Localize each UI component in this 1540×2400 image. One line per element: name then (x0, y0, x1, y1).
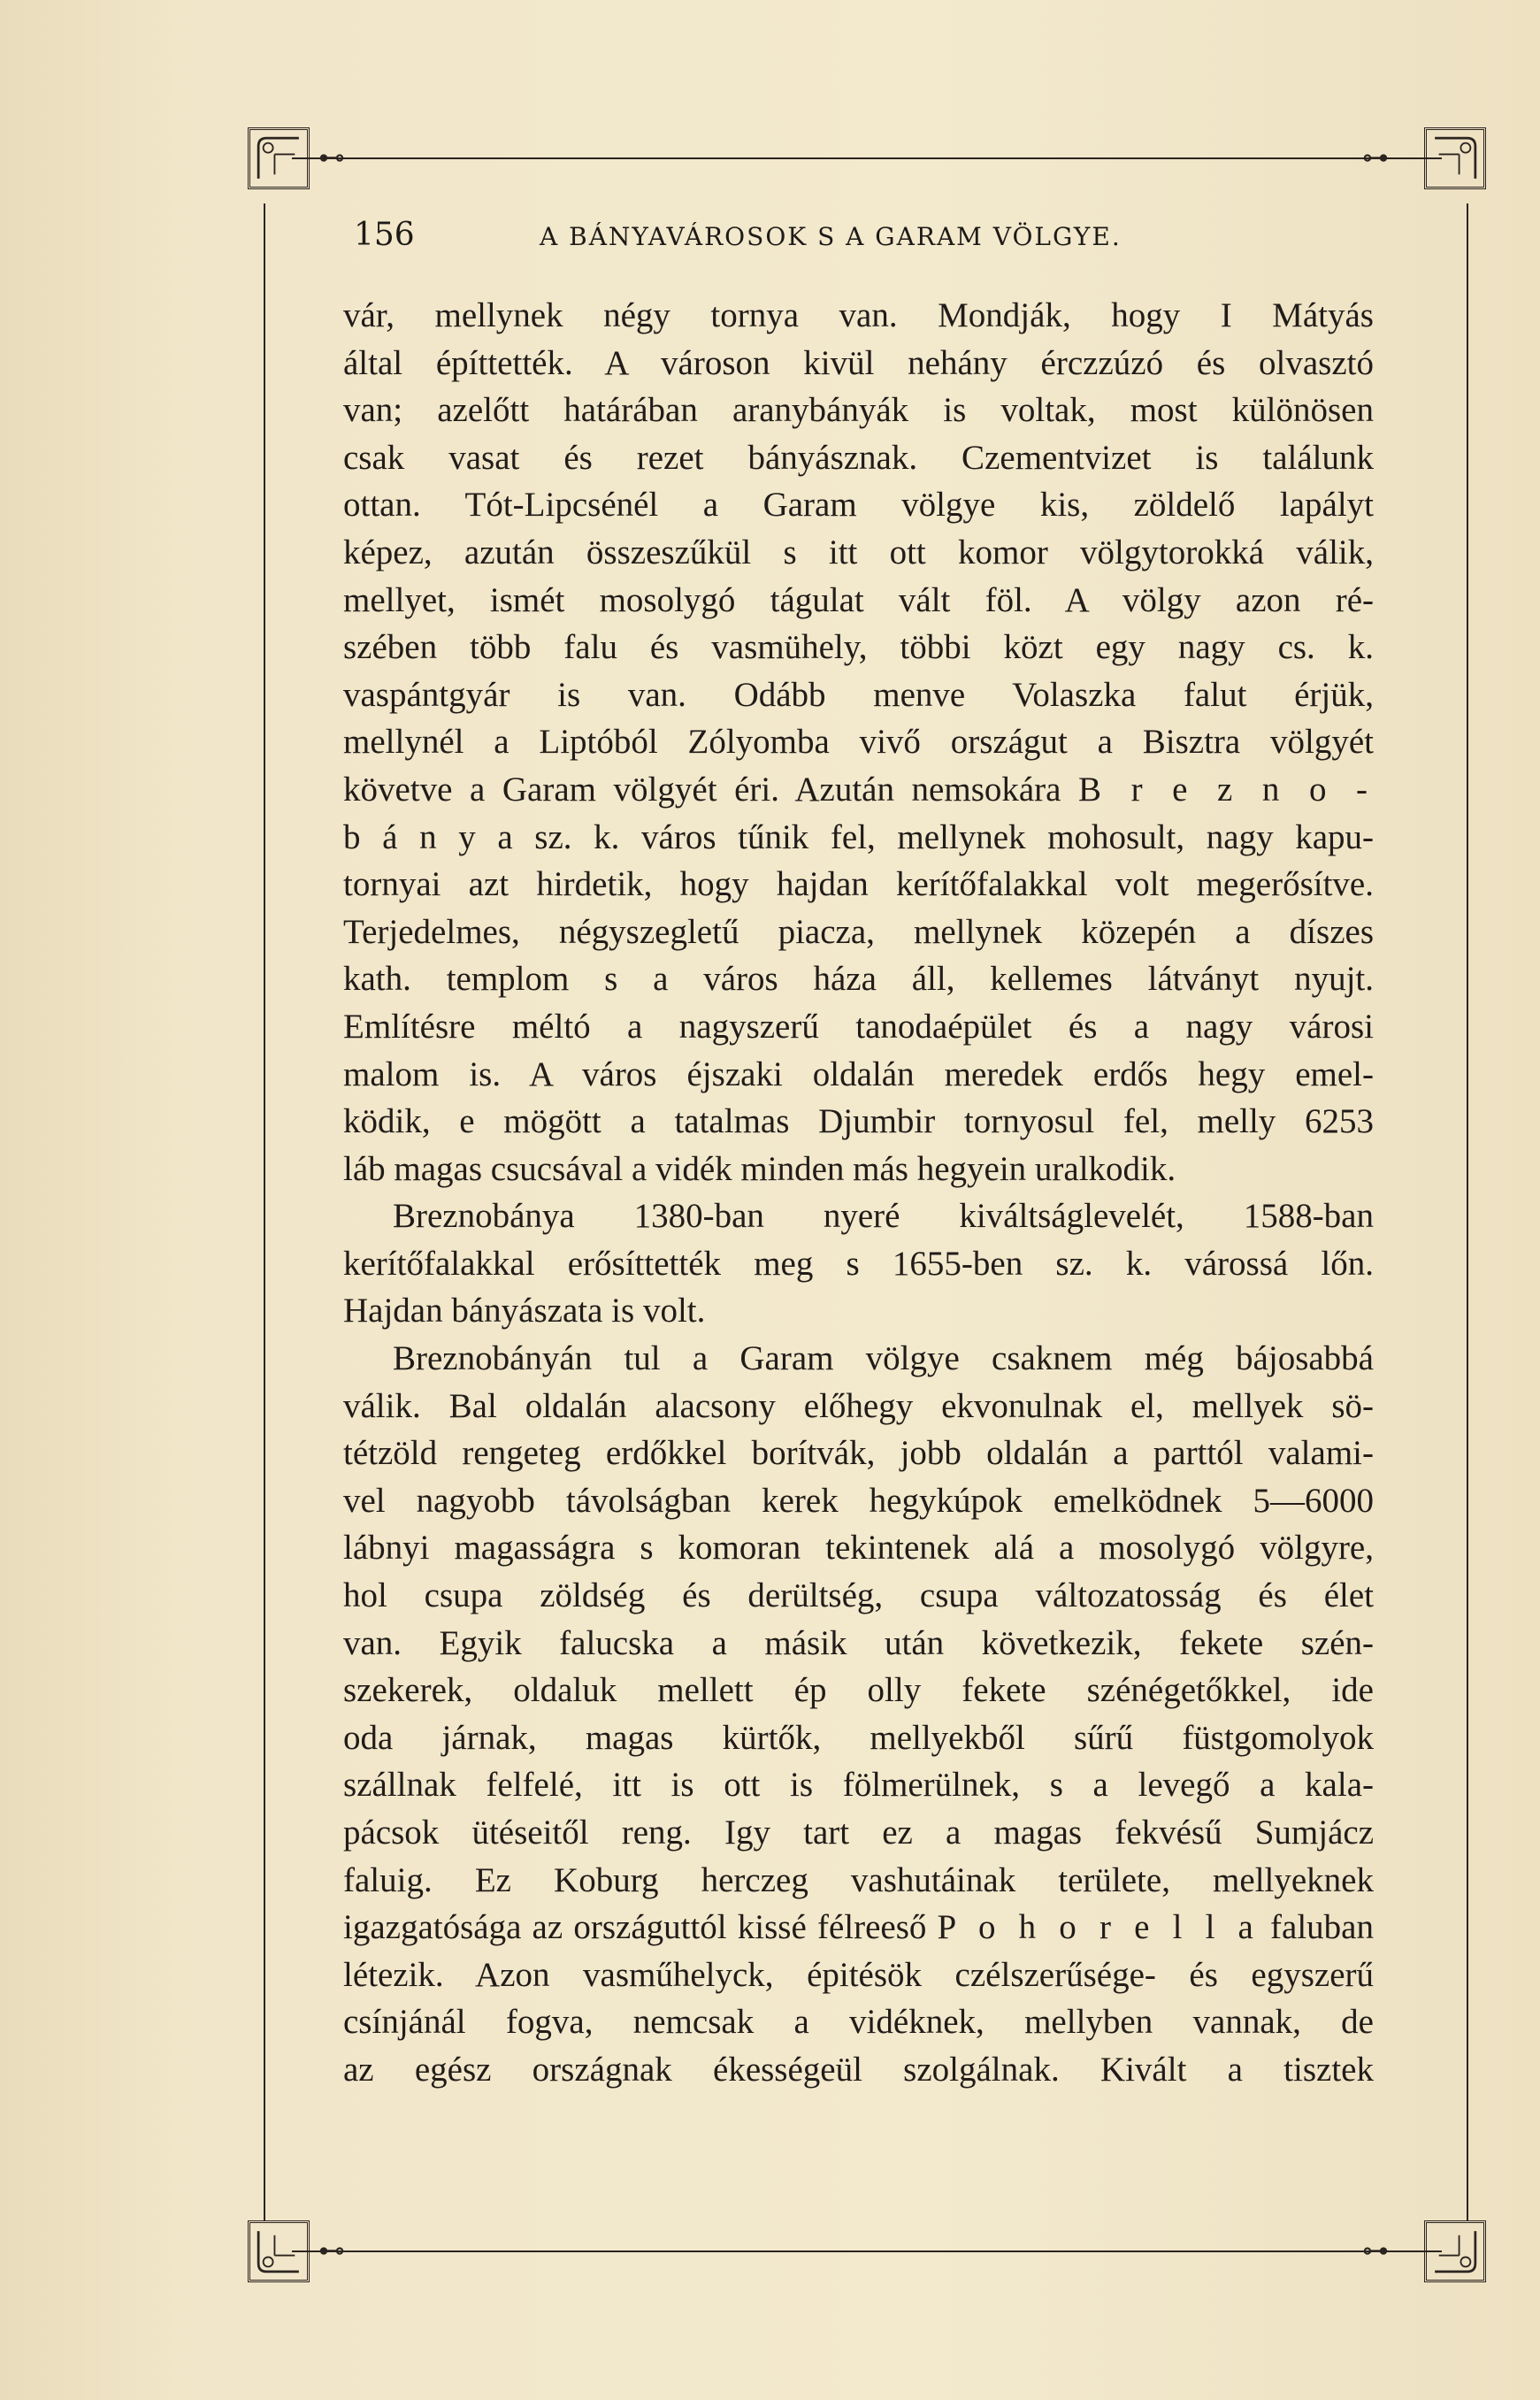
text-line: szében több falu és vasmühely, többi közt egy nagy cs. k. (343, 628, 1374, 667)
text-line: válik. Bal oldalán alacsony előhegy ekvonulnak el, mellyek sö- (343, 1386, 1374, 1425)
text-line: létezik. Azon vasműhelyck, épitésök czélszerűsége- és egyszerű (343, 1955, 1374, 1994)
bottom-right-corner-ornament (1424, 2220, 1486, 2282)
text-line: tétzöld rengeteg erdőkkel borítvák, jobb oldalán a parttól valami- (343, 1434, 1374, 1473)
text-line: által építtették. A városon kivül nehány érczzúzó és olvasztó (343, 343, 1374, 382)
text-line: Breznobányán tul a Garam völgye csaknem még bájosabbá (393, 1339, 1374, 1378)
text-line: pácsok ütéseitől reng. Igy tart ez a magas fekvésű Sumjácz (343, 1813, 1374, 1852)
page-number: 156 (354, 217, 415, 253)
text-line: szállnak felfelé, itt is ott is fölmerülnek, s a levegő a kala- (343, 1766, 1374, 1805)
text-line: malom is. A város éjszaki oldalán meredek erdős hegy emel- (343, 1054, 1374, 1093)
text-line: az egész országnak ékességeül szolgálnak. Kivált a tisztek (343, 2050, 1374, 2089)
body-text (343, 292, 1374, 2094)
text-line: Említésre méltó a nagyszerű tanodaépület és a nagy városi (343, 1007, 1374, 1046)
text-line: kerítőfalakkal erősíttették meg s 1655-ben sz. k. várossá lőn. (343, 1244, 1374, 1283)
paragraph-2 (343, 1192, 1374, 1335)
top-right-corner-ornament (1424, 127, 1486, 189)
running-head: A BÁNYAVÁROSOK S A GARAM VÖLGYE. (540, 222, 1122, 251)
top-left-corner-ornament (248, 127, 310, 189)
text-line: oda járnak, magas kürtők, mellyekből sűrű füstgomolyok (343, 1718, 1374, 1757)
text-line (343, 766, 1374, 814)
text-line: szekerek, oldaluk mellett ép olly fekete szénégetőkkel, ide (343, 1671, 1374, 1710)
bottom-left-flourish-icon: ⊷ (318, 2235, 345, 2266)
text-line: kath. templom s a város háza áll, kellemes látványt nyujt. (343, 960, 1374, 999)
text-line: mellyet, ismét mosolygó tágulat vált föl. A völgy azon ré- (343, 580, 1374, 619)
text-line: ottan. Tót-Lipcsénél a Garam völgye kis, zöldelő lapályt (343, 486, 1374, 525)
text-line: Hajdan bányászata is volt. (343, 1292, 706, 1330)
text-fragment: követve a Garam völgyét éri. Azután nemsokára (343, 770, 1079, 809)
text-line: vár, mellynek négy tornya van. Mondják, hogy I Mátyás (343, 296, 1374, 334)
text-fragment: igazgatósága az országuttól kissé félreeső (343, 1908, 938, 1947)
place-name-pohorella: P o h o r e l l a (937, 1908, 1260, 1947)
bottom-left-corner-ornament (248, 2220, 310, 2282)
border-ornament-icon (1427, 2223, 1483, 2280)
left-rule (264, 203, 265, 2220)
paragraph-1 (343, 292, 1374, 1192)
right-rule (1467, 203, 1468, 2220)
text-line: lábnyi magasságra s komoran tekintenek alá a mosolygó völgyre, (343, 1529, 1374, 1568)
paragraph-3 (343, 1335, 1374, 2094)
text-line: van. Egyik falucska a másik után következik, fekete szén- (343, 1623, 1374, 1662)
text-line: vaspántgyár is van. Odább menve Volaszka falut érjük, (343, 675, 1374, 714)
text-line: ködik, e mögött a tatalmas Djumbir tornyosul fel, melly 6253 (343, 1102, 1374, 1141)
border-ornament-icon (1427, 130, 1483, 187)
text-line: Terjedelmes, négyszegletű piacza, mellynek közepén a díszes (343, 912, 1374, 951)
text-line: b á n y a sz. k. város tűnik fel, mellynek mohosult, nagy kapu- (343, 817, 1374, 856)
top-right-flourish-icon: ⊶ (1362, 142, 1389, 173)
top-rule (292, 157, 1442, 159)
text-line: tornyai azt hirdetik, hogy hajdan kerítőfalakkal volt megerősítve. (343, 865, 1374, 904)
border-ornament-icon (250, 130, 307, 187)
text-line: mellynél a Liptóból Zólyomba vivő országut a Bisztra völgyét (343, 723, 1374, 762)
text-line: csínjánál fogva, nemcsak a vidéknek, mellyben vannak, de (343, 2003, 1374, 2042)
bottom-rule (292, 2250, 1442, 2252)
page-header (354, 217, 1424, 270)
text-line: képez, azután összeszűkül s itt ott komor völgytorokká válik, (343, 533, 1374, 571)
text-fragment: faluban (1259, 1908, 1374, 1947)
text-line: hol csupa zöldség és derültség, csupa változatosság és élet (343, 1576, 1374, 1615)
text-line: csak vasat és rezet bányásznak. Czementvizet is találunk (343, 438, 1374, 477)
top-left-flourish-icon: ⊷ (318, 142, 345, 173)
text-line: faluig. Ez Koburg herczeg vashutáinak területe, mellyeknek (343, 1860, 1374, 1899)
text-line: Breznobánya 1380-ban nyeré kiváltságlevelét, 1588-ban (393, 1197, 1374, 1236)
place-name-brezno: B r e z n o - (1078, 770, 1375, 809)
text-line: van; azelőtt határában aranybányák is voltak, most különösen (343, 391, 1374, 430)
border-ornament-icon (250, 2223, 307, 2280)
bottom-right-flourish-icon: ⊶ (1362, 2235, 1389, 2266)
text-line (343, 1904, 1374, 1951)
text-line: láb magas csucsával a vidék minden más hegyein uralkodik. (343, 1149, 1176, 1188)
text-line: vel nagyobb távolságban kerek hegykúpok emelködnek 5—6000 (343, 1481, 1374, 1520)
